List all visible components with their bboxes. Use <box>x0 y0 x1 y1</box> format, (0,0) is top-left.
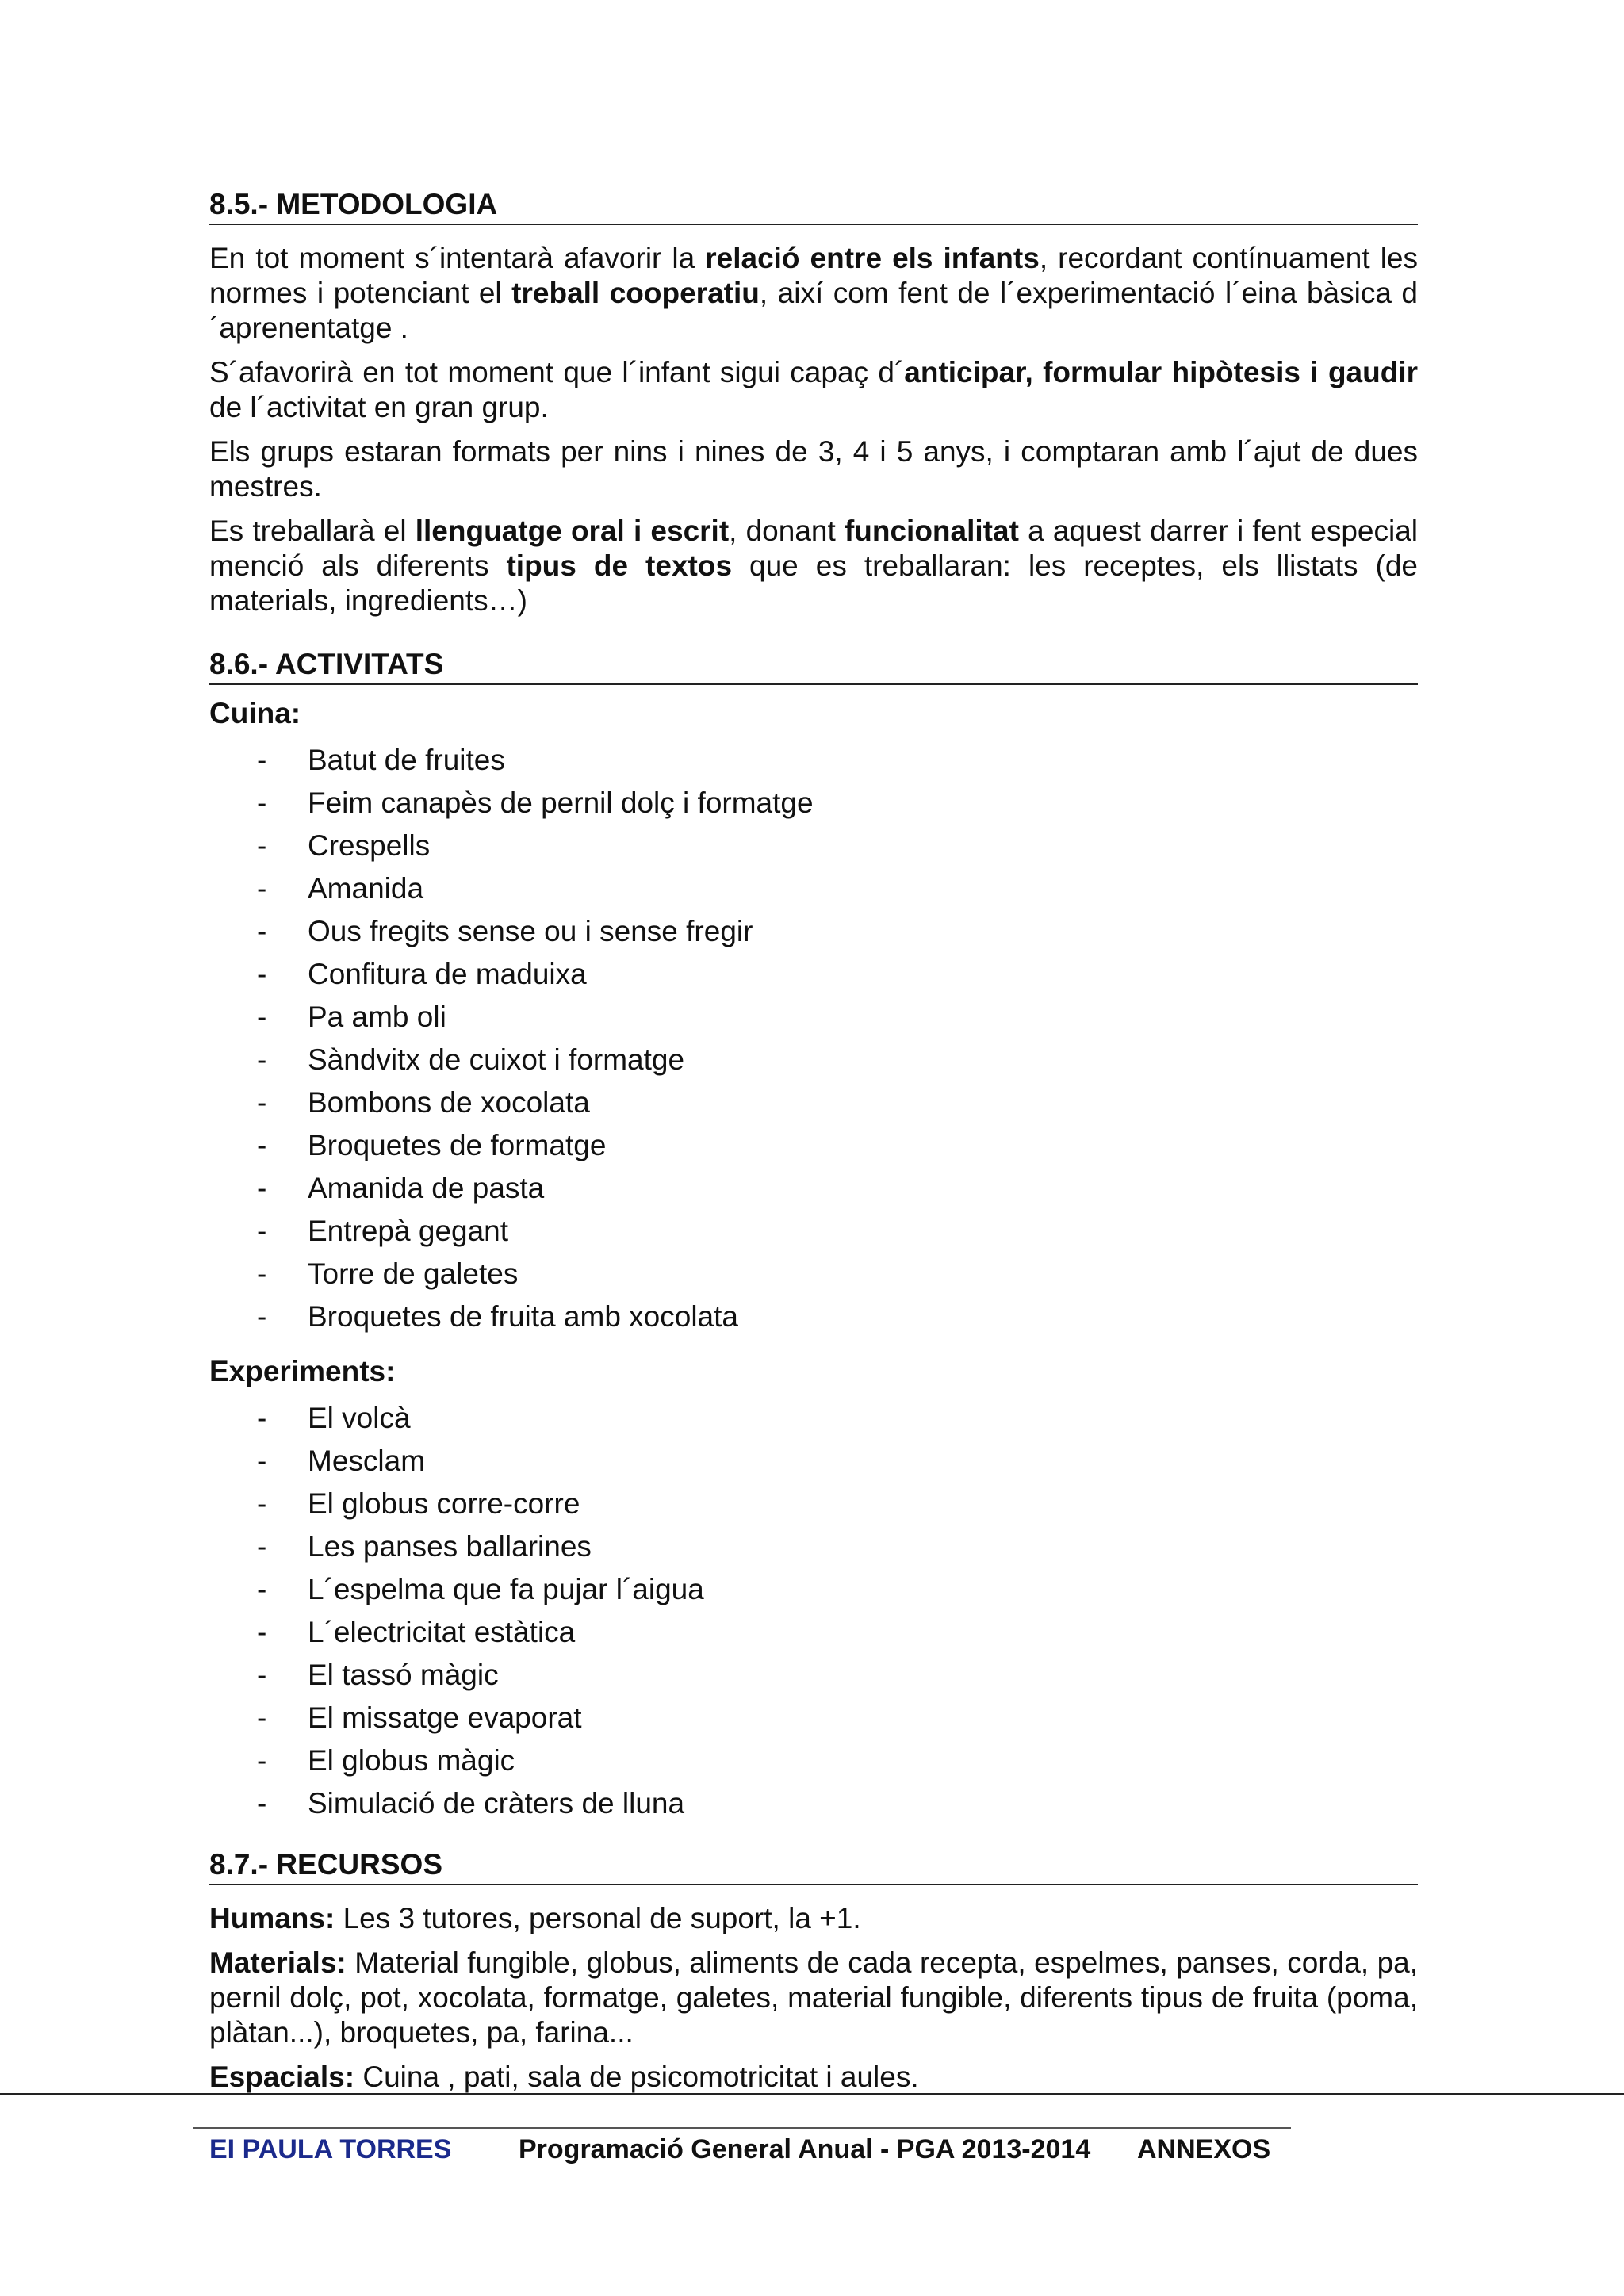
text-humans: Les 3 tutores, personal de suport, la +1. <box>335 1902 861 1934</box>
list-item-label: Amanida de pasta <box>308 1172 545 1204</box>
footer-school: EI PAULA TORRES <box>209 2134 452 2164</box>
page-footer <box>209 2130 1320 2169</box>
list-item <box>209 1654 1418 1697</box>
dash-bullet: - <box>257 1744 267 1777</box>
list-item-label: Mesclam <box>308 1445 426 1477</box>
list-item <box>209 1697 1418 1739</box>
list-item <box>209 825 1418 867</box>
dash-bullet: - <box>257 829 267 862</box>
dash-bullet: - <box>257 1487 267 1520</box>
list-item-label: Simulació de cràters de lluna <box>308 1787 685 1820</box>
list-item <box>209 1483 1418 1525</box>
dash-bullet: - <box>257 1701 267 1734</box>
page-divider <box>0 2093 1624 2095</box>
list-item-label: Broquetes de formatge <box>308 1129 607 1161</box>
list-cuina <box>209 739 1418 1338</box>
paragraph-metodologia-4 <box>209 514 1418 618</box>
list-item <box>209 1611 1418 1654</box>
text-run: de l´activitat en gran grup. <box>209 391 549 423</box>
list-item <box>209 1167 1418 1210</box>
list-item-label: L´electricitat estàtica <box>308 1616 576 1648</box>
dash-bullet: - <box>257 958 267 990</box>
list-item-label: Amanida <box>308 872 424 905</box>
list-item <box>209 996 1418 1039</box>
dash-bullet: - <box>257 1530 267 1563</box>
list-item <box>209 1081 1418 1124</box>
list-item-label: Sàndvitx de cuixot i formatge <box>308 1043 685 1076</box>
list-item <box>209 1782 1418 1825</box>
recursos-humans <box>209 1901 1418 1936</box>
dash-bullet: - <box>257 1659 267 1691</box>
list-item-label: Pa amb oli <box>308 1001 446 1033</box>
list-item <box>209 867 1418 910</box>
list-item <box>209 910 1418 953</box>
dash-bullet: - <box>257 1001 267 1033</box>
dash-bullet: - <box>257 872 267 905</box>
footer-programacio: Programació General Anual - PGA 2013-2014 <box>519 2134 1091 2164</box>
list-item-label: Bombons de xocolata <box>308 1086 590 1119</box>
bold-run: tipus de textos <box>506 549 733 582</box>
list-item-label: Broquetes de fruita amb xocolata <box>308 1300 738 1333</box>
dash-bullet: - <box>257 1086 267 1119</box>
list-item-label: Ous fregits sense ou i sense fregir <box>308 915 753 947</box>
list-item-label: Confitura de maduixa <box>308 958 587 990</box>
list-item-label: Les panses ballarines <box>308 1530 592 1563</box>
dash-bullet: - <box>257 1573 267 1605</box>
label-espacials: Espacials: <box>209 2061 355 2093</box>
list-item-label: Torre de galetes <box>308 1257 519 1290</box>
section-recursos <box>209 1847 1418 2095</box>
list-item <box>209 1124 1418 1167</box>
list-item-label: El volcà <box>308 1402 411 1434</box>
list-item <box>209 782 1418 825</box>
bold-run: treball cooperatiu <box>511 277 760 309</box>
dash-bullet: - <box>257 1402 267 1434</box>
recursos-materials <box>209 1946 1418 2050</box>
list-item-label: Crespells <box>308 829 431 862</box>
list-item <box>209 953 1418 996</box>
label-humans: Humans: <box>209 1902 335 1934</box>
list-item-label: Batut de fruites <box>308 744 505 776</box>
paragraph-metodologia-1 <box>209 241 1418 346</box>
dash-bullet: - <box>257 744 267 776</box>
text-run: Es treballarà el <box>209 515 416 547</box>
list-item <box>209 1739 1418 1782</box>
text-run: a aquest darrer i fent especial menció als diferents <box>209 515 1418 582</box>
dash-bullet: - <box>257 786 267 819</box>
text-run: , recordant contínuament les normes i potenciant el <box>209 242 1418 309</box>
subheading-experiments: Experiments: <box>209 1355 396 1387</box>
section-title-metodologia: 8.5.- METODOLOGIA <box>209 187 1418 225</box>
paragraph-metodologia-2 <box>209 355 1418 425</box>
dash-bullet: - <box>257 1129 267 1161</box>
list-item-label: El globus màgic <box>308 1744 515 1777</box>
list-item <box>209 739 1418 782</box>
bold-run: llenguatge oral i escrit <box>415 515 730 547</box>
list-experiments <box>209 1397 1418 1825</box>
label-materials: Materials: <box>209 1946 347 1979</box>
text-run: , així com fent de l´experimentació l´eina bàsica d´aprenentatge . <box>209 277 1419 344</box>
dash-bullet: - <box>257 1300 267 1333</box>
list-item-label: El globus corre-corre <box>308 1487 580 1520</box>
list-item <box>209 1295 1418 1338</box>
list-item <box>209 1210 1418 1253</box>
list-item <box>209 1397 1418 1440</box>
footer-annexos: ANNEXOS <box>1137 2134 1271 2164</box>
page-content <box>209 187 1418 2123</box>
bold-run: funcionalitat <box>844 515 1019 547</box>
list-item <box>209 1039 1418 1081</box>
list-item-label: El missatge evaporat <box>308 1701 582 1734</box>
list-item <box>209 1525 1418 1568</box>
dash-bullet: - <box>257 1445 267 1477</box>
dash-bullet: - <box>257 1172 267 1204</box>
list-item <box>209 1568 1418 1611</box>
footer-divider <box>193 2127 1291 2129</box>
list-item-label: El tassó màgic <box>308 1659 499 1691</box>
section-metodologia <box>209 187 1418 618</box>
dash-bullet: - <box>257 1043 267 1076</box>
text-run: , donant <box>729 515 845 547</box>
text-materials: Material fungible, globus, aliments de cada recepta, espelmes, panses, corda, pa, pernil dolç, pot, xocolata, formatge, galetes, material fungible, diferents tipus de fruita (poma, plàtan...), broquetes, pa, farina... <box>209 1946 1418 2049</box>
dash-bullet: - <box>257 915 267 947</box>
subheading-cuina: Cuina: <box>209 697 301 729</box>
dash-bullet: - <box>257 1215 267 1247</box>
section-title-recursos: 8.7.- RECURSOS <box>209 1847 1418 1885</box>
bold-run: anticipar, formular hipòtesis i gaudir <box>904 356 1418 388</box>
recursos-espacials <box>209 2060 1418 2095</box>
text-run: En tot moment s´intentarà afavorir la <box>209 242 706 274</box>
section-title-activitats: 8.6.- ACTIVITATS <box>209 647 1418 685</box>
list-item-label: L´espelma que fa pujar l´aigua <box>308 1573 704 1605</box>
section-activitats <box>209 647 1418 1825</box>
dash-bullet: - <box>257 1616 267 1648</box>
bold-run: relació entre els infants <box>705 242 1040 274</box>
list-item <box>209 1440 1418 1483</box>
list-item-label: Feim canapès de pernil dolç i formatge <box>308 786 814 819</box>
text-run: S´afavorirà en tot moment que l´infant sigui capaç d´ <box>209 356 905 388</box>
text-run: que es treballaran: les receptes, els llistats (de materials, ingredients…) <box>209 549 1418 617</box>
list-item-label: Entrepà gegant <box>308 1215 509 1247</box>
paragraph-metodologia-3: Els grups estaran formats per nins i nines de 3, 4 i 5 anys, i comptaran amb l´ajut de dues mestres. <box>209 435 1418 503</box>
list-item <box>209 1253 1418 1295</box>
text-espacials: Cuina , pati, sala de psicomotricitat i aules. <box>354 2061 919 2093</box>
dash-bullet: - <box>257 1257 267 1290</box>
dash-bullet: - <box>257 1787 267 1820</box>
